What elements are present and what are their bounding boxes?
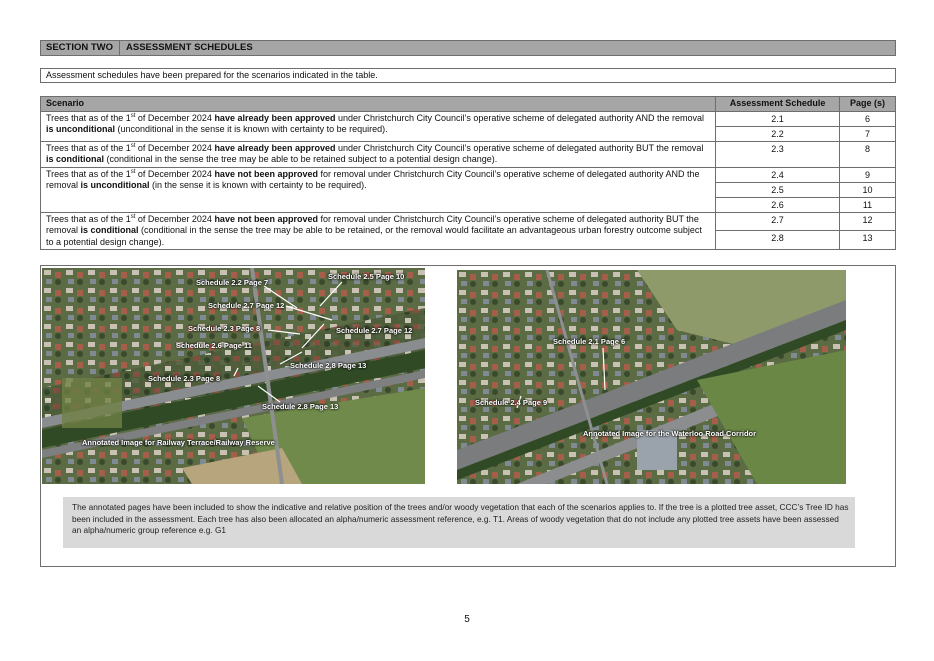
text-run: Trees that as of the 1 [46, 112, 131, 123]
text-run: (conditional in the sense the tree may be able to be retained subject to a potential design change). [104, 154, 498, 164]
note-text: The annotated pages have been included to show the indicative and relative position of the trees and/or woody vegetation that each of the scenarios applies to. If the tree is a plotted tree asset, CCC’s Tree ID has been included in the assessment. Each tree has also been allocated an alpha/numeric assessment reference, e.g. T1. Areas of woody vegetation that do not include any plotted tree assets have been assessed an alpha/numeric group reference e.g. G1 [63, 497, 855, 548]
map-label: Schedule 2.7 Page 12 [208, 301, 285, 310]
map-label: Schedule 2.2 Page 7 [196, 278, 269, 287]
section-number: SECTION TWO [41, 41, 120, 55]
map-label: Schedule 2.3 Page 8 [188, 324, 261, 333]
bold-phrase: is unconditional [80, 180, 150, 190]
section-title: ASSESSMENT SCHEDULES [126, 42, 253, 53]
map-label: Schedule 2.8 Page 13 [290, 361, 367, 370]
bold-phrase: is unconditional [46, 124, 115, 134]
superscript: st [130, 213, 136, 220]
map-caption: Annotated Image for Railway Terrace/Railway Reserve [82, 438, 275, 447]
map-label: Schedule 2.3 Page 8 [148, 374, 221, 383]
page-cell: 12 [840, 212, 896, 231]
table-row [41, 111, 896, 126]
text-run: under Christchurch City Council’s operative scheme of delegated authority AND the removal [335, 112, 705, 123]
table-row [41, 167, 896, 182]
header-schedule: Assessment Schedule [716, 97, 840, 112]
superscript: st [130, 112, 136, 119]
bold-phrase: have already been approved [214, 142, 336, 153]
schedule-cell: 2.7 [716, 212, 840, 231]
text-run: Trees that as of the 1 [46, 213, 131, 224]
schedule-cell: 2.2 [716, 126, 840, 141]
schedule-cell: 2.4 [716, 167, 840, 182]
text-run: of December 2024 [135, 142, 215, 153]
scenario-description [41, 167, 716, 212]
page-cell: 13 [840, 231, 896, 250]
page-cell: 9 [840, 167, 896, 182]
text-run: of December 2024 [135, 112, 215, 123]
schedule-cell: 2.1 [716, 111, 840, 126]
map-label: Schedule 2.7 Page 12 [336, 326, 413, 335]
schedule-cell: 2.5 [716, 182, 840, 197]
page-cell: 6 [840, 111, 896, 126]
map-label: Schedule 2.1 Page 6 [553, 337, 626, 346]
text-run: for removal under Christchurch City Council’s operative scheme of delegated authority AND the removal [46, 168, 700, 190]
text-run: (unconditional in the sense it is known with certainty to be required). [115, 124, 388, 134]
map-label: Schedule 2.5 Page 10 [328, 272, 405, 281]
section-header [40, 40, 896, 56]
bold-phrase: have not been approved [214, 168, 318, 179]
scenario-description [41, 111, 716, 141]
bold-phrase: is conditional [80, 225, 139, 235]
table-body [41, 111, 896, 250]
schedule-cell: 2.6 [716, 197, 840, 212]
bold-phrase: have already been approved [214, 112, 336, 123]
page-cell: 8 [840, 141, 896, 167]
text-run: of December 2024 [135, 213, 215, 224]
page-cell: 11 [840, 197, 896, 212]
text-run: of December 2024 [135, 168, 215, 179]
text-run: (conditional in the sense the tree may be able to be retained, or the removal would facilitate an advantageous urban forestry outcome subject to a potential design change). [46, 225, 702, 247]
scenario-description [41, 141, 716, 167]
intro-text: Assessment schedules have been prepared for the scenarios indicated in the table. [40, 68, 896, 83]
map-label: Schedule 2.8 Page 13 [262, 402, 339, 411]
page-cell: 7 [840, 126, 896, 141]
text-run: (in the sense it is known with certainty to be required). [149, 180, 367, 190]
text-run: Trees that as of the 1 [46, 142, 131, 153]
table-row [41, 141, 896, 167]
waterloo-road-aerial-image [457, 270, 846, 484]
assessment-schedule-table [40, 96, 896, 250]
header-pages: Page (s) [840, 97, 896, 112]
bold-phrase: have not been approved [214, 213, 318, 224]
text-run: under Christchurch City Council’s operative scheme of delegated authority BUT the removal [335, 142, 704, 153]
table-row [41, 212, 896, 231]
superscript: st [130, 142, 136, 149]
schedule-cell: 2.8 [716, 231, 840, 250]
superscript: st [130, 168, 136, 175]
railway-terrace-aerial-image [42, 268, 425, 484]
map-label: Schedule 2.4 Page 9 [475, 398, 548, 407]
header-scenario: Scenario [41, 97, 716, 112]
map-label: Schedule 2.6 Page 11 [176, 341, 252, 350]
text-run: for removal under Christchurch City Council’s operative scheme of delegated authority BUT the removal [46, 213, 699, 235]
scenario-description [41, 212, 716, 250]
table-header-row [41, 97, 896, 112]
text-run: Trees that as of the 1 [46, 168, 131, 179]
page-number: 5 [464, 614, 470, 625]
page-cell: 10 [840, 182, 896, 197]
schedule-cell: 2.3 [716, 141, 840, 167]
map-caption: Annotated Image for the Waterloo Road Corridor [583, 429, 757, 438]
bold-phrase: is conditional [46, 154, 105, 164]
